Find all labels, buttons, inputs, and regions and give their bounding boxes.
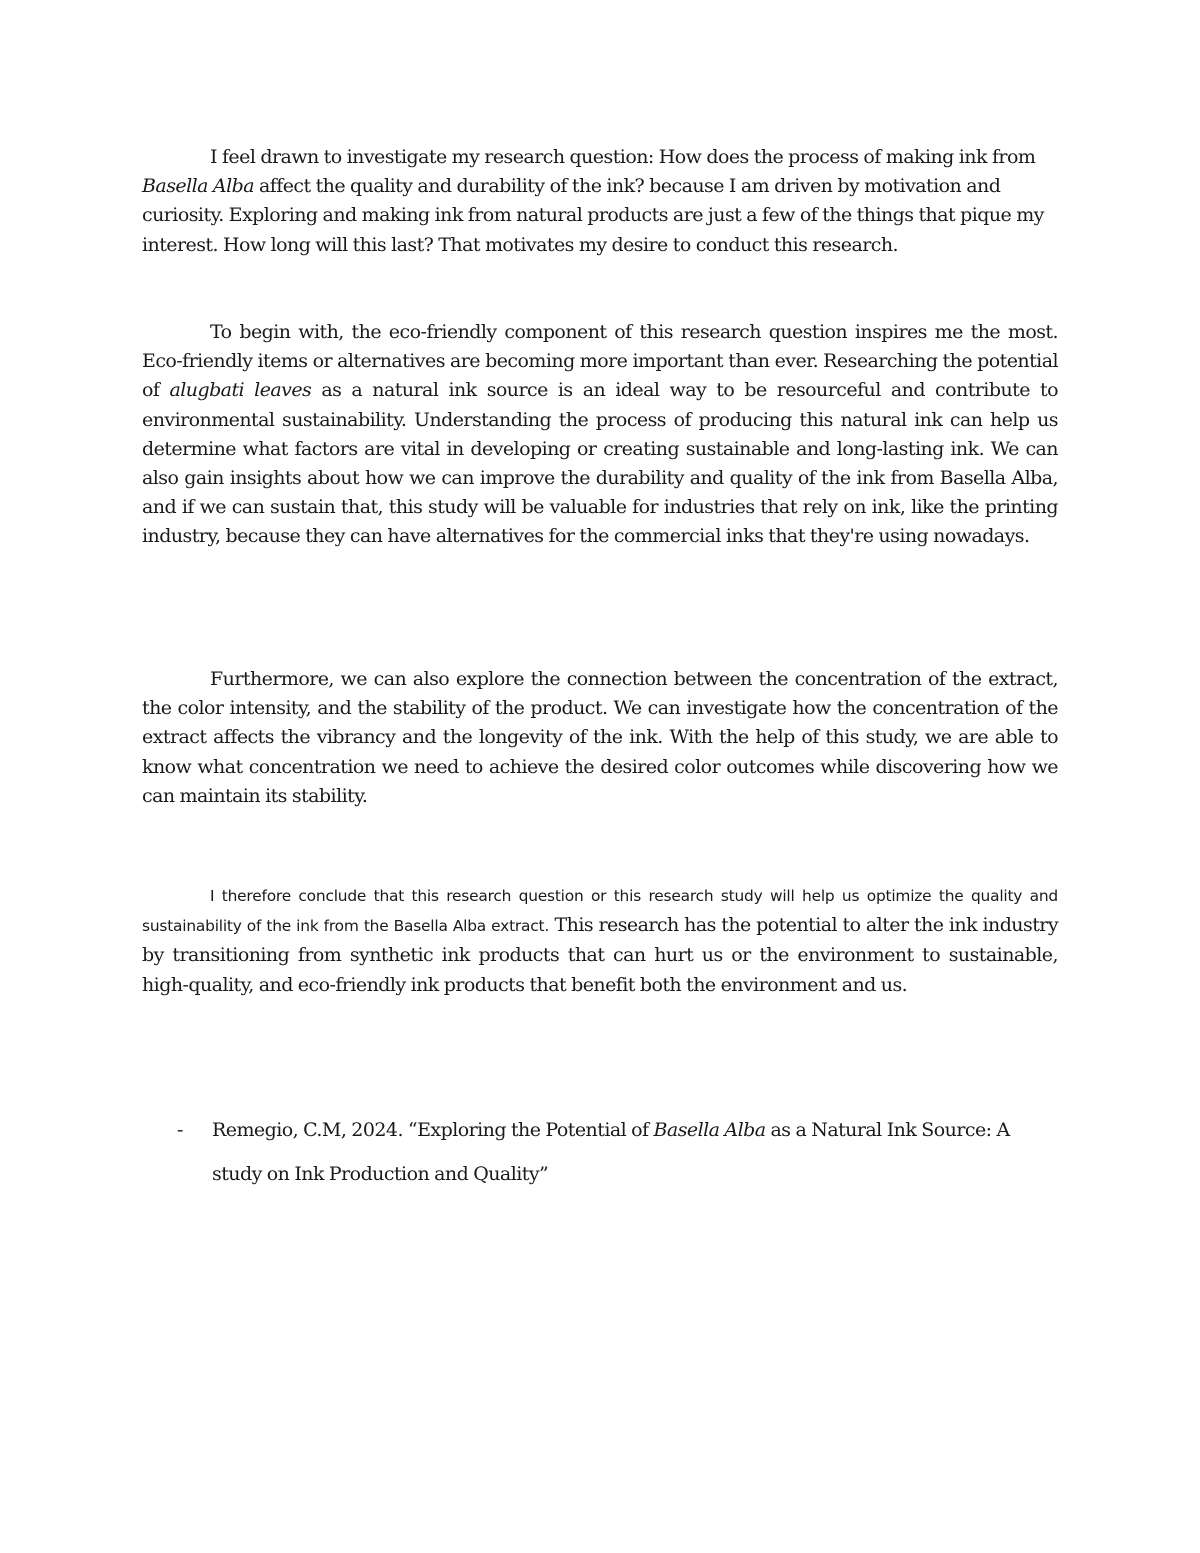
paragraph-concentration [142, 665, 1058, 811]
paragraph-eco-friendly [142, 318, 1058, 552]
paragraph-text: I feel drawn to investigate my research question: How does the process of making ink from [210, 146, 1036, 168]
citation-text: Remegio, C.M, 2024. “Exploring the Potential of [212, 1119, 654, 1141]
species-name-italic: Basella Alba [142, 175, 254, 198]
paragraph-text: affect the quality and durability of the ink? because I am driven by motivation and curiosity. Exploring and making ink from natural products are just a few of the things that pique my interest. How long will this last? That motivates my desire to conduct this research. [142, 175, 1044, 256]
paragraph-motivation [142, 143, 1058, 260]
conclusion-sans-text: I therefore conclude that this research question or this research study will help us optimize the quality and sustainability of the ink from the Basella Alba extract. [142, 887, 1058, 936]
citation-species-italic: Basella Alba [653, 1119, 766, 1141]
reference-citation [212, 1108, 1058, 1196]
paragraph-text: as a natural ink source is an ideal way to be resourceful and contribute to environmental sustainability. Understanding the process of producing this natural ink can help us determine what factors are vital in developing or creating sustainable and long-lasting ink. We can also gain insights about how we can improve the durability and quality of the ink from Basella Alba, and if we can sustain that, this study will be valuable for industries that rely on ink, like the printing industry, because they can have alternatives for the commercial inks that they're using nowadays. [142, 379, 1058, 548]
citation-text: as a Natural Ink Source: A study on Ink Production and Quality” [212, 1119, 1010, 1185]
reference-list-item [142, 1108, 1058, 1196]
paragraph-text: Furthermore, we can also explore the connection between the concentration of the extract, the color intensity, and the stability of the product. We can investigate how the concentration of the extract affects the vibrancy and the longevity of the ink. With the help of this study, we are able to know what concentration we need to achieve the desired color outcomes while discovering how we can maintain its stability. [142, 668, 1058, 807]
paragraph-conclusion [142, 881, 1058, 1000]
paragraph-text: This research has the potential to alter the ink industry by transitioning from synthetic ink products that can hurt us or the environment to sustainable, high-quality, and eco-friendly ink products that benefit both the environment and us. [142, 914, 1058, 996]
list-bullet-dash: - [177, 1119, 183, 1141]
paragraph-text: To begin with, the eco-friendly component of this research question inspires me the most. Eco-friendly items or alternatives are becoming more important than ever. Researching the potential of [142, 321, 1058, 402]
plant-name-italic: alugbati leaves [169, 379, 312, 402]
